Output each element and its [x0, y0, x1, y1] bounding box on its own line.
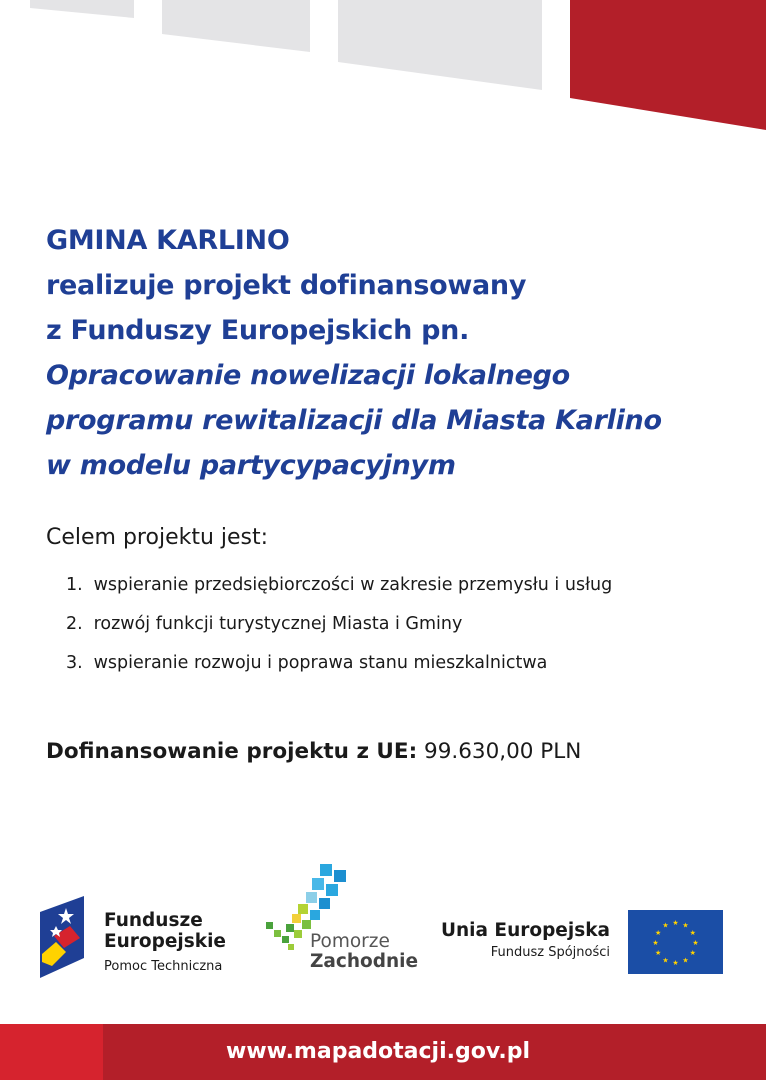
svg-text:★: ★ [689, 929, 696, 937]
goal-item [46, 605, 756, 644]
top-red-bar [570, 0, 766, 130]
top-gray-bar-1 [30, 0, 134, 18]
footer-bar [0, 1024, 766, 1080]
svg-text:★: ★ [672, 919, 679, 927]
funding-amount [46, 732, 581, 772]
goal-text: wspieranie rozwoju i poprawa stanu mieszkalnictwa [93, 653, 548, 673]
unia-europejska-logo [440, 910, 730, 990]
goal-number: 1. [66, 575, 83, 595]
top-gray-bar-2 [162, 0, 310, 52]
goal-item [46, 644, 756, 683]
svg-text:★: ★ [682, 921, 689, 930]
goal-text: wspieranie przedsiębiorczości w zakresie przemysłu i usług [93, 575, 613, 595]
eu-flag-icon [628, 910, 723, 974]
svg-text:★: ★ [689, 949, 696, 957]
pz-logo-line-1: Pomorze [310, 931, 390, 952]
svg-text:★: ★ [655, 929, 662, 937]
project-title-line-2: programu rewitalizacji dla Miasta Karlino [46, 405, 662, 436]
pomorze-zachodnie-logo [262, 860, 422, 980]
funding-value: 99.630,00 PLN [424, 739, 582, 764]
goal-item [46, 566, 756, 605]
project-title-line-1: Opracowanie nowelizacji lokalnego [46, 360, 570, 391]
goal-number: 3. [66, 653, 83, 673]
svg-text:★: ★ [662, 921, 669, 930]
svg-text:★: ★ [692, 939, 699, 947]
heading-realizuje: realizuje projekt dofinansowany [46, 270, 527, 301]
goal-number: 2. [66, 614, 83, 634]
ue-logo-line-2: Fundusz Spójności [490, 945, 610, 960]
svg-text:★: ★ [655, 949, 662, 957]
heading-funduszy: z Funduszy Europejskich pn. [46, 315, 470, 346]
project-title-line-3: w modelu partycypacyjnym [46, 450, 456, 481]
heading-gmina: GMINA KARLINO [46, 225, 290, 256]
funding-label: Dofinansowanie projektu z UE: [46, 739, 418, 764]
top-decoration [0, 0, 766, 135]
svg-text:★: ★ [682, 956, 689, 965]
fe-logo-line-2: Europejskie [104, 931, 226, 952]
fundusze-europejskie-icon [40, 896, 88, 978]
footer-website-link[interactable]: www.mapadotacji.gov.pl [226, 1039, 531, 1064]
project-goals [46, 520, 756, 683]
svg-text:★: ★ [652, 939, 659, 947]
goals-intro: Celem projektu jest: [46, 525, 269, 550]
svg-text:★: ★ [672, 959, 679, 967]
pz-logo-line-2: Zachodnie [310, 951, 419, 972]
goals-list [46, 566, 756, 683]
top-gray-bar-3 [338, 0, 542, 90]
svg-text:★: ★ [662, 956, 669, 965]
logos-row [0, 860, 766, 990]
fe-logo-line-3: Pomoc Techniczna [104, 959, 223, 974]
ue-logo-line-1: Unia Europejska [440, 920, 610, 941]
project-heading [46, 218, 746, 488]
fundusze-europejskie-logo [40, 896, 240, 978]
goal-text: rozwój funkcji turystycznej Miasta i Gminy [93, 614, 463, 634]
fe-logo-line-1: Fundusze [104, 910, 203, 931]
